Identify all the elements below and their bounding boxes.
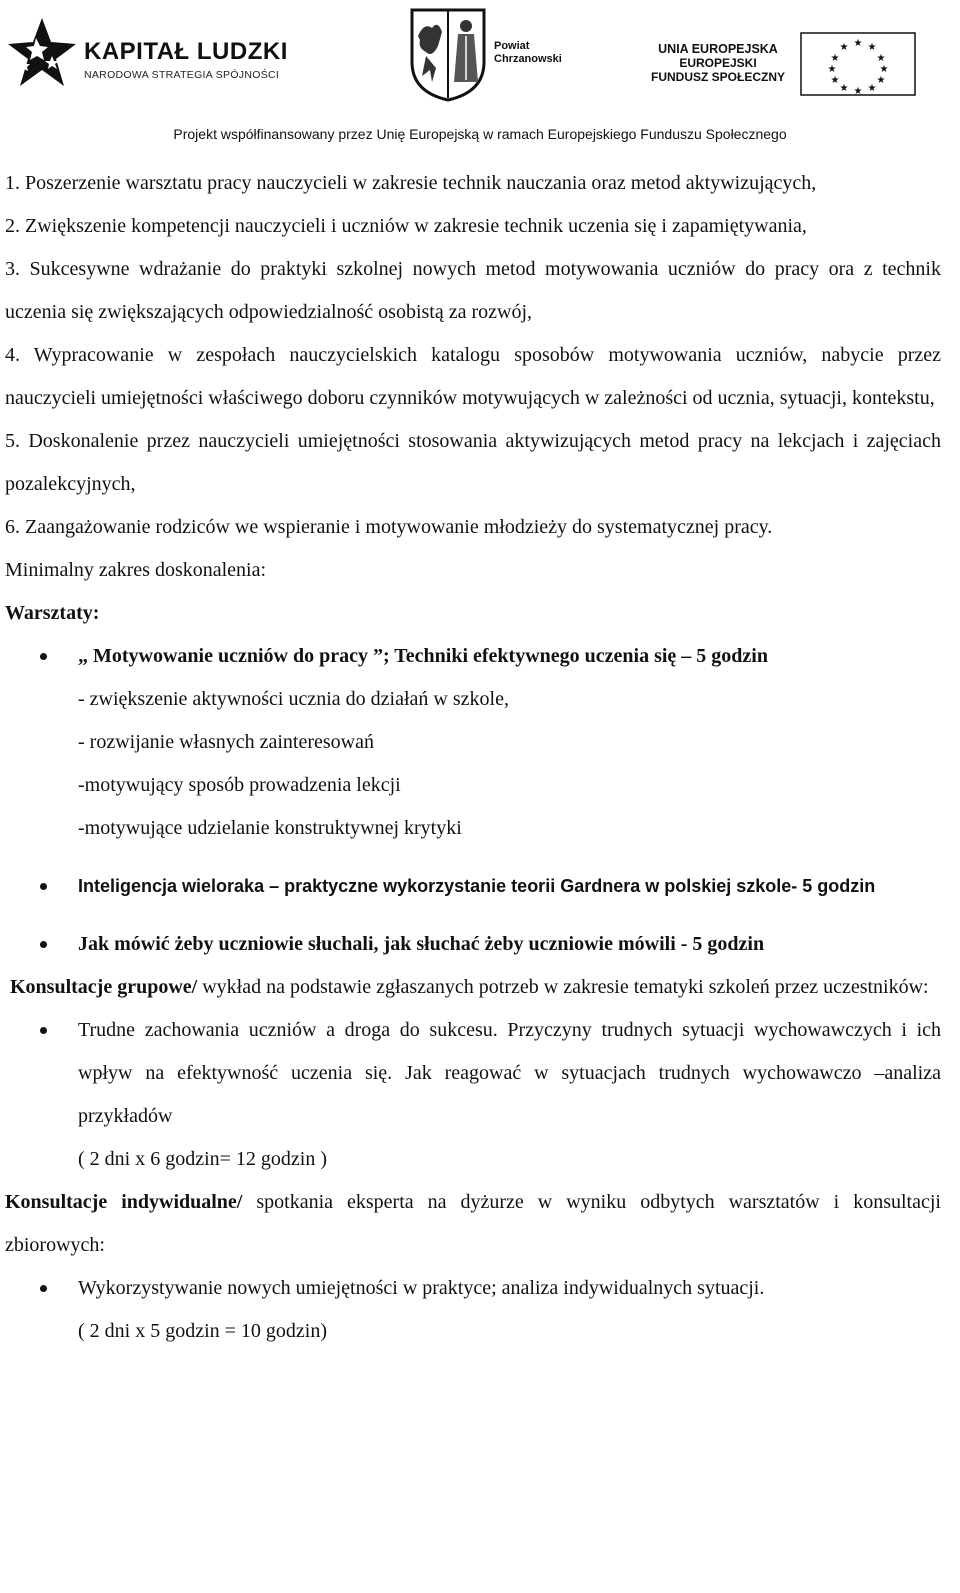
eu-line-1: UNIA EUROPEJSKA [658,42,778,56]
workshop-2 [5,868,941,905]
project-cofinancing-line: Projekt współfinansowany przez Unię Europejską w ramach Europejskiego Funduszu Społecznego [173,126,787,142]
goal-item: 1. Poszerzenie warsztatu pracy nauczycieli w zakresie technik nauczania oraz metod aktywizujących, [5,172,817,194]
eu-fund-label [640,42,796,84]
kapital-ludzki-subtitle: NARODOWA STRATEGIA SPÓJNOŚCI [84,69,280,81]
svg-text:★: ★ [867,42,877,53]
svg-text:★: ★ [853,86,863,96]
bullet-icon [40,883,47,890]
svg-text:★: ★ [827,64,837,75]
svg-text:★: ★ [830,75,840,86]
workshops-heading: Warsztaty: [5,602,100,624]
svg-text:★: ★ [839,42,849,53]
eu-line-3: FUNDUSZ SPOŁECZNY [650,70,785,84]
individual-consultations-topic: Wykorzystywanie nowych umiejętności w praktyce; analiza indywidualnych sytuacji. [78,1277,765,1299]
powiat-line-1: Powiat [494,40,530,52]
svg-text:★: ★ [876,53,886,64]
workshop-1 [5,635,941,850]
bullet-icon [40,1027,47,1034]
svg-text:★: ★ [867,83,877,94]
svg-text:★: ★ [830,53,840,64]
document-body [5,162,941,1353]
svg-text:★: ★ [876,75,886,86]
workshop-1-item: -motywujący sposób prowadzenia lekcji [78,774,401,796]
powiat-label [494,40,562,66]
eu-flag-icon [800,32,916,96]
min-scope-heading: Minimalny zakres doskonalenia: [5,559,267,581]
individual-consultations-label: Konsultacje indywidualne/ [5,1191,243,1213]
bullet-icon [40,941,47,948]
svg-text:★: ★ [853,38,863,49]
goal-item: 6. Zaangażowanie rodziców we wspieranie i motywowanie młodzieży do systematycznej pracy. [5,516,773,538]
individual-consultations [5,1181,941,1267]
powiat-line-2: Chrzanowski [494,53,562,65]
group-consultations-hours: ( 2 dni x 6 godzin= 12 godzin ) [78,1148,328,1170]
goal-item: 4. Wypracowanie w zespołach nauczycielskich katalogu sposobów motywowania uczniów, nabycie przez nauczycieli umiejętności właściwego doboru czynników motywujących w zależności od ucznia, sytuacji, kontekstu, [5,344,941,409]
svg-text:★: ★ [839,83,849,94]
group-consultations [5,966,941,1009]
group-consultations-label: Konsultacje grupowe/ [10,976,198,998]
kapital-ludzki-star-icon [6,16,78,88]
workshop-3 [5,923,941,966]
individual-consultations-hours: ( 2 dni x 5 godzin = 10 godzin) [78,1320,328,1342]
workshop-1-title: „ Motywowanie uczniów do pracy ”; Techniki efektywnego uczenia się – 5 godzin [78,645,768,667]
kapital-ludzki-title: KAPITAŁ LUDZKI [84,38,288,65]
group-consultations-item [5,1009,941,1181]
individual-consultations-item [5,1267,941,1353]
workshop-2-title: Inteligencja wieloraka – praktyczne wykorzystanie teorii Gardnera w polskiej szkole- 5 godzin [78,876,876,896]
workshop-1-item: - rozwijanie własnych zainteresowań [78,731,374,753]
goal-item: 2. Zwiększenie kompetencji nauczycieli i uczniów w zakresie technik uczenia się i zapamiętywania, [5,215,807,237]
individual-consultations-text: spotkania eksperta na dyżurze w wyniku odbytych warsztatów i konsultacji zbiorowych: [5,1191,941,1256]
workshop-3-title: Jak mówić żeby uczniowie słuchali, jak słuchać żeby uczniowie mówili - 5 godzin [78,933,765,955]
workshop-1-item: - zwiększenie aktywności ucznia do działań w szkole, [78,688,509,710]
goal-item: 3. Sukcesywne wdrażanie do praktyki szkolnej nowych metod motywowania uczniów do pracy ora z technik uczenia się zwiększających odpowiedzialność osobistą za rozwój, [5,258,941,323]
powiat-crest-icon [408,6,488,102]
bullet-icon [40,653,47,660]
svg-text:★: ★ [879,64,889,75]
bullet-icon [40,1285,47,1292]
workshop-1-item: -motywujące udzielanie konstruktywnej krytyki [78,817,462,839]
group-consultations-topic: Trudne zachowania uczniów a droga do sukcesu. Przyczyny trudnych sytuacji wychowawczych i ich wpływ na efektywność uczenia się. Jak reagować w sytuacjach trudnych wychowawczo –analiza przykładów [78,1019,941,1127]
eu-line-2: EUROPEJSKI [679,56,757,70]
group-consultations-text: wykład na podstawie zgłaszanych potrzeb w zakresie tematyki szkoleń przez uczestników: [197,976,929,998]
kapital-ludzki-logo [6,16,288,88]
page-header [0,0,960,150]
goal-item: 5. Doskonalenie przez nauczycieli umiejętności stosowania aktywizujących metod pracy na lekcjach i zajęciach pozalekcyjnych, [5,430,941,495]
